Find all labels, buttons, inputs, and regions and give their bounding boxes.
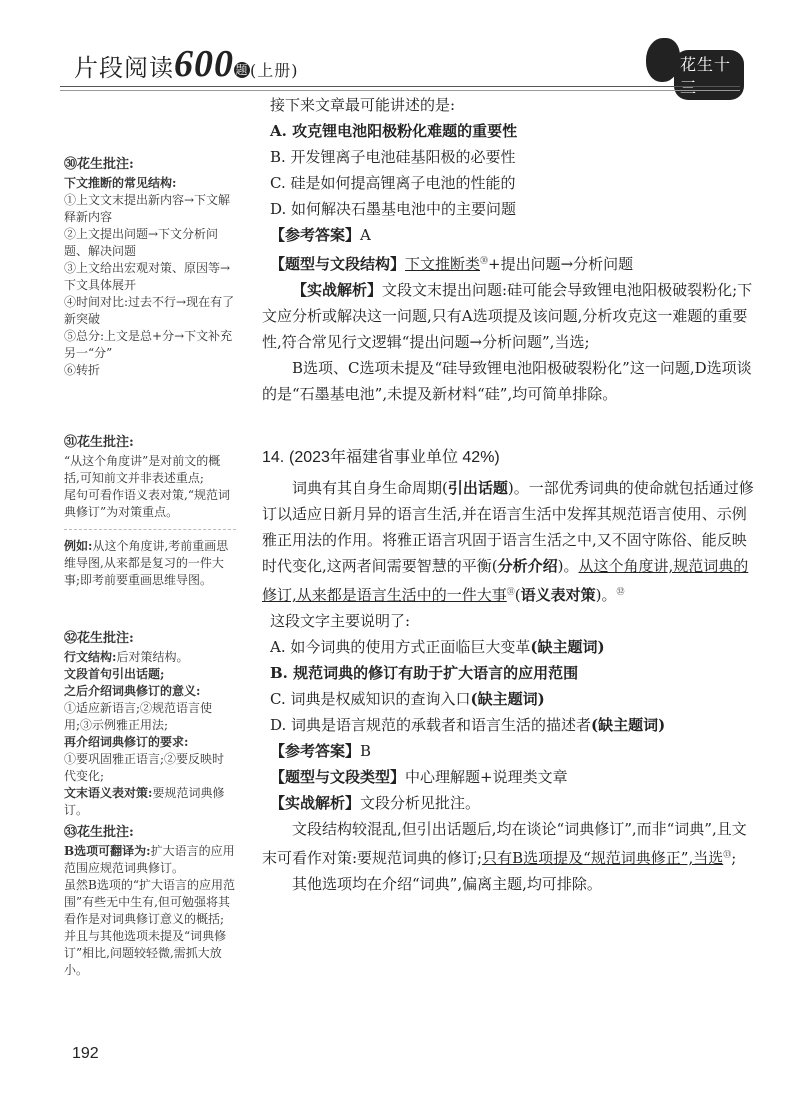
analysis-underlined: 只有B选项提及“规范词典修正”,当选	[482, 849, 724, 867]
note-subheading: 下文推断的常见结构:	[64, 176, 177, 190]
note-item: ⑥转折	[64, 363, 101, 377]
question-stem: 接下来文章最可能讲述的是:	[270, 96, 456, 114]
note-paragraph: 虽然B选项的“扩大语言的应用范围”有些无中生有,但可勉强将其看作是对词典修订意义的概括;	[64, 878, 235, 926]
passage-tag: 分析介绍	[497, 557, 558, 575]
option-tag: (缺主题词)	[530, 638, 605, 656]
note-item: ④时间对比:过去不行→现在有了新突破	[64, 295, 235, 326]
question-source: (2023年福建省事业单位 42%)	[289, 449, 500, 466]
analysis-paragraph: B选项、C选项未提及“硅导致锂电池阳极破裂粉化”这一问题,D选项谈的是“石墨基电池”,未提及新材料“硅”,均可简单排除。	[262, 359, 752, 403]
passage-tag: 语义表对策	[520, 586, 596, 604]
answer-label: 【参考答案】	[270, 226, 361, 244]
option-b	[262, 660, 754, 686]
note-text: ①适应新语言;②规范语言使用;③示例雅正用法;	[64, 701, 213, 732]
option-c	[262, 686, 754, 712]
type-label: 【题型与文段类型】	[270, 768, 406, 786]
analysis-paragraph: 其他选项均在介绍“词典”,偏离主题,均可排除。	[292, 875, 602, 893]
footnote-ref: ㉜	[616, 587, 625, 596]
note-example	[64, 538, 236, 589]
note-heading: ㉚花生批注:	[64, 157, 134, 172]
passage-underlined: 从这个角度讲,规范词典的修订,从来都是语言生活中的一件大事	[262, 557, 749, 604]
question-header	[262, 444, 754, 471]
brand-logo	[644, 36, 744, 97]
option-text: D. 词典是语言规范的承载者和语言生活的描述者	[270, 716, 592, 734]
note-text: ①要巩固雅正语言;②要反映时代变化;	[64, 752, 225, 783]
analysis-text: 文段结构较混乱,但引出话题后,均在谈论“词典修订”,而非“词典”,且文末可看作对策:要规范词典的修订;	[262, 820, 747, 867]
option-text: B. 规范词典的修订有助于扩大语言的应用范围	[270, 664, 579, 682]
note-text: 扩大语言的应用范围应规范词典修订。	[64, 844, 235, 875]
note-item: ③上文给出宏观对策、原因等→下文具体展开	[64, 261, 231, 292]
note-item: ②上文提出问题→下文分析问题、解决问题	[64, 227, 219, 258]
type-text: 中心理解题+说理类文章	[405, 768, 568, 786]
note-label: 之后介绍词典修订的意义:	[64, 684, 201, 698]
note-text: 要规范词典修订。	[64, 786, 225, 817]
note-paragraph: “从这个角度讲”是对前文的概括,可知前文并非表述重点;	[64, 454, 221, 485]
note-label: 文末语义表对策:	[64, 786, 153, 800]
type-line	[262, 764, 754, 790]
option-a: A. 攻克锂电池阳极粉化难题的重要性	[270, 122, 518, 140]
note-divider	[64, 529, 236, 530]
note-heading: ㉜花生批注:	[64, 631, 134, 646]
note-example-label: 例如:	[64, 539, 93, 553]
passage	[262, 475, 754, 608]
passage-tag: 引出话题	[447, 479, 508, 497]
answer-line	[262, 222, 754, 248]
note-label: 文段首句引出话题;	[64, 667, 165, 681]
note-label: 行文结构:	[64, 650, 117, 664]
structure-text: +提出问题→分析问题	[488, 255, 634, 273]
structure-type: 下文推断类	[405, 255, 481, 273]
note-label: B选项可翻译为:	[64, 844, 151, 858]
sidebar-note-31	[64, 434, 236, 589]
option-text: C. 词典是权威知识的查询入口	[270, 690, 471, 708]
option-b: B. 开发锂离子电池硅基阳极的必要性	[270, 148, 516, 166]
option-tag: (缺主题词)	[591, 716, 666, 734]
question-stem: 这段文字主要说明了:	[270, 612, 411, 630]
analysis-label: 【实战解析】	[292, 281, 383, 299]
passage-text: )。	[557, 557, 579, 575]
header-title-suffix: (上册)	[250, 61, 299, 80]
analysis-label: 【实战解析】	[270, 794, 361, 812]
running-header-title	[74, 42, 299, 86]
sidebar-note-30	[64, 156, 236, 379]
note-label: 再介绍词典修订的要求:	[64, 735, 189, 749]
note-item: ⑤总分:上文是总+分→下文补充另一“分”	[64, 329, 233, 360]
passage-text: )。一部优秀词典的使命就包括通过修订以适应日新月异的语言生活,并在语言生活中发挥其规范语言使用、示例雅正用法的作用。将雅正语言巩固于语言生活之中,又不固守陈俗、能反映时代变化,这两者间需要智慧的平衡(	[262, 479, 754, 575]
passage-text: (	[514, 586, 521, 604]
option-d	[262, 712, 754, 738]
answer-value: A	[360, 226, 371, 244]
option-a	[262, 634, 754, 660]
sidebar-note-33	[64, 824, 236, 979]
note-item: ①上文文末提出新内容→下文解释新内容	[64, 193, 231, 224]
analysis-line	[262, 790, 754, 816]
passage-text: )。	[595, 586, 617, 604]
note-example-text: 从这个角度讲,考前重画思维导图,从来都是复习的一件大事;即考前要重画思维导图。	[64, 539, 229, 587]
option-c: C. 硅是如何提高锂离子电池的性能的	[270, 174, 516, 192]
footnote-ref: ㉝	[723, 850, 732, 859]
header-title-number: 600	[174, 43, 234, 85]
option-tag: (缺主题词)	[470, 690, 545, 708]
structure-label: 【题型与文段结构】	[270, 255, 406, 273]
answer-line	[262, 738, 754, 764]
sidebar-note-32	[64, 630, 236, 819]
question-number: 14.	[262, 449, 285, 466]
header-rule	[60, 86, 740, 87]
note-heading: ㉝花生批注:	[64, 825, 134, 840]
header-rule-thin	[60, 90, 740, 91]
structure-line	[262, 248, 754, 277]
footnote-ref: ㉛	[506, 587, 515, 596]
footnote-ref: ㉚	[480, 256, 489, 265]
passage-text: 词典有其自身生命周期(	[292, 479, 448, 497]
note-heading: ㉛花生批注:	[64, 435, 134, 450]
note-paragraph: 并且与其他选项未提及“词典修订”相比,问题较轻微,需抓大放小。	[64, 929, 227, 977]
analysis-text: 文段文末提出问题:硅可能会导致锂电池阳极破裂粉化;下文应分析或解决这一问题,只有A选项提及该问题,分析攻克这一难题的重要性,符合常见行文逻辑“提出问题→分析问题”,当选;	[262, 281, 753, 351]
header-title-badge: 题	[235, 62, 249, 77]
analysis-paragraph	[262, 277, 754, 355]
analysis-paragraph	[262, 816, 754, 871]
option-d: D. 如何解决石墨基电池中的主要问题	[270, 200, 517, 218]
note-text: 后对策结构。	[116, 650, 189, 664]
option-text: A. 如今词典的使用方式正面临巨大变革	[270, 638, 531, 656]
question-13-section	[262, 92, 754, 407]
analysis-text: 文段分析见批注。	[360, 794, 481, 812]
answer-label: 【参考答案】	[270, 742, 361, 760]
page-number: 192	[72, 1045, 99, 1062]
analysis-text: ;	[731, 849, 737, 867]
header-title-text: 片段阅读	[74, 54, 174, 82]
answer-value: B	[360, 742, 372, 760]
note-paragraph: 尾句可看作语义表对策,“规范词典修订”为对策重点。	[64, 488, 230, 519]
brand-logo-text: 花生十三	[674, 50, 744, 100]
question-14-section	[262, 444, 754, 897]
